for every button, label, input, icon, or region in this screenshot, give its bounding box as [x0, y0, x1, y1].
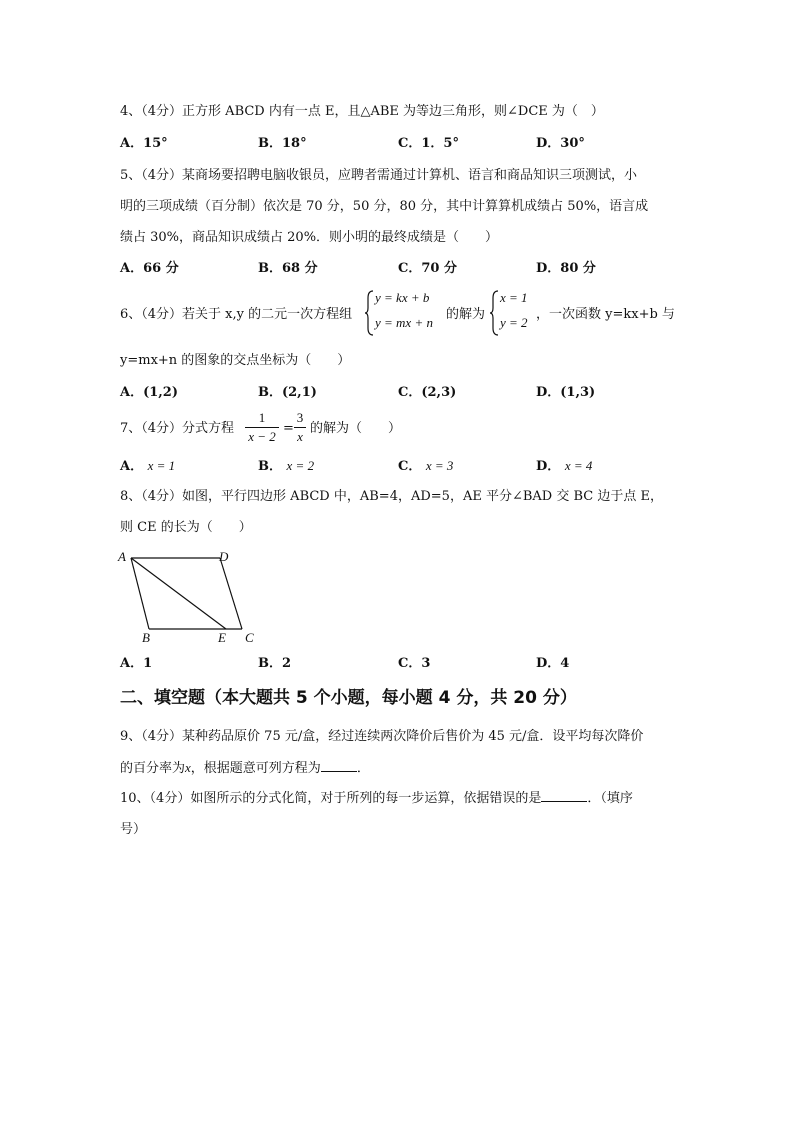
edge-ab [131, 558, 149, 629]
q4-option-c: C．1．5° [398, 136, 459, 151]
q7-option-a-label: A． [120, 459, 144, 474]
q4-option-a: A．15° [120, 136, 168, 151]
q7-fraction-2 [294, 410, 306, 445]
label-d: D [219, 549, 229, 564]
q5-line2: 明的三项成绩（百分制）依次是 70 分，50 分，80 分，其中计算算机成绩占 50%，语言成 [120, 199, 649, 214]
q9-answer-blank[interactable] [321, 759, 357, 772]
q10-line1-a: 10、（4分）如图所示的分式化简，对于所列的每一步运算，依据错误的是 [120, 791, 542, 806]
q7-option-d [536, 456, 592, 477]
q6-option-b: B．(2,1) [258, 385, 317, 400]
q7-option-a [120, 456, 175, 477]
q5-option-d: D．80 分 [536, 261, 596, 276]
q6-solution-x: x = 1 [500, 290, 528, 305]
q10-answer-blank[interactable] [541, 789, 587, 802]
q6-equation-2: y = mx + n [375, 315, 433, 330]
q7-option-c [398, 456, 453, 477]
q9-line2 [120, 758, 370, 779]
q6-option-c: C．(2,3) [398, 385, 457, 400]
q4-option-d: D．30° [536, 136, 585, 151]
q8-option-a: A．1 [120, 656, 153, 671]
q6-suffix: ，一次函数 y=kx+b 与 [536, 307, 675, 322]
label-b: B [142, 630, 150, 645]
q6-prefix: 6、（4分）若关于 x,y 的二元一次方程组 [120, 307, 353, 322]
q7-suffix: 的解为（ ） [310, 421, 402, 436]
q7-equals: = [283, 421, 294, 436]
q7-denominator-1: x − 2 [248, 429, 276, 444]
q8-line1: 8、（4分）如图，平行四边形 ABCD 中，AB=4，AD=5，AE 平分∠BAD 交 BC 边于点 E， [120, 489, 663, 504]
q10-line1-b: ．（填序 [587, 791, 633, 806]
q7-option-d-label: D． [536, 459, 561, 474]
q6-solution-y: y = 2 [500, 315, 528, 330]
q7-option-b-label: B． [258, 459, 282, 474]
q10-line1 [120, 789, 633, 809]
q7-option-b [258, 456, 314, 477]
q8-line2: 则 CE 的长为（ ） [120, 520, 252, 535]
q6-option-d: D．(1,3) [536, 385, 596, 400]
q7-prefix: 7、（4分）分式方程 [120, 421, 235, 436]
q7-option-c-label: C． [398, 459, 422, 474]
q7-option-b-math: x = 2 [286, 458, 315, 473]
q7-numerator-2: 3 [296, 410, 304, 425]
label-e: E [218, 630, 226, 645]
q7-fraction-1 [245, 410, 279, 445]
q9-line2-c: ． [356, 761, 370, 776]
q6-line2: y=mx+n 的图象的交点坐标为（ ） [120, 353, 351, 368]
q8-parallelogram-figure [115, 546, 265, 646]
q7-option-c-math: x = 3 [425, 458, 454, 473]
q9-line2-b: ，根据题意可列方程为 [190, 761, 321, 776]
q10-line2: 号） [120, 822, 147, 837]
q6-option-a: A．(1,2) [120, 385, 179, 400]
label-c: C [245, 630, 254, 645]
q8-option-d: D．4 [536, 656, 570, 671]
q4-option-b: B．18° [258, 136, 307, 151]
q9-variable: x [185, 760, 191, 775]
q5-option-c: C．70 分 [398, 261, 457, 276]
section-heading: 二、填空题（本大题共 5 个小题，每小题 4 分，共 20 分） [120, 688, 577, 708]
q5-line3: 绩占 30%，商品知识成绩占 20%．则小明的最终成绩是（ ） [120, 230, 499, 245]
q9-line1: 9、（4分）某种药品原价 75 元/盒，经过连续两次降价后售价为 45 元/盒．设平均每次降价 [120, 729, 644, 744]
q5-option-b: B．68 分 [258, 261, 318, 276]
q7-option-a-math: x = 1 [147, 458, 176, 473]
segment-ae [131, 558, 226, 629]
label-a: A [118, 549, 126, 564]
edge-dc [220, 558, 242, 629]
q9-line2-a: 的百分率为 [120, 761, 186, 776]
q4-stem: 4、（4分）正方形 ABCD 内有一点 E，且△ABE 为等边三角形，则∠DCE 为（ ） [120, 104, 604, 119]
q7-denominator-2: x [297, 429, 303, 444]
q5-option-a: A．66 分 [120, 261, 179, 276]
q5-line1: 5、（4分）某商场要招聘电脑收银员，应聘者需通过计算机、语言和商品知识三项测试，小 [120, 168, 638, 183]
q7-option-d-math: x = 4 [564, 458, 593, 473]
q7-numerator-1: 1 [258, 410, 266, 425]
q6-equation-1: y = kx + b [375, 290, 430, 305]
q6-system-brace-icon [365, 290, 375, 336]
q8-option-b: B．2 [258, 656, 292, 671]
q6-mid-text: 的解为 [446, 307, 486, 322]
q6-solution-brace-icon [490, 290, 500, 336]
q8-option-c: C．3 [398, 656, 431, 671]
